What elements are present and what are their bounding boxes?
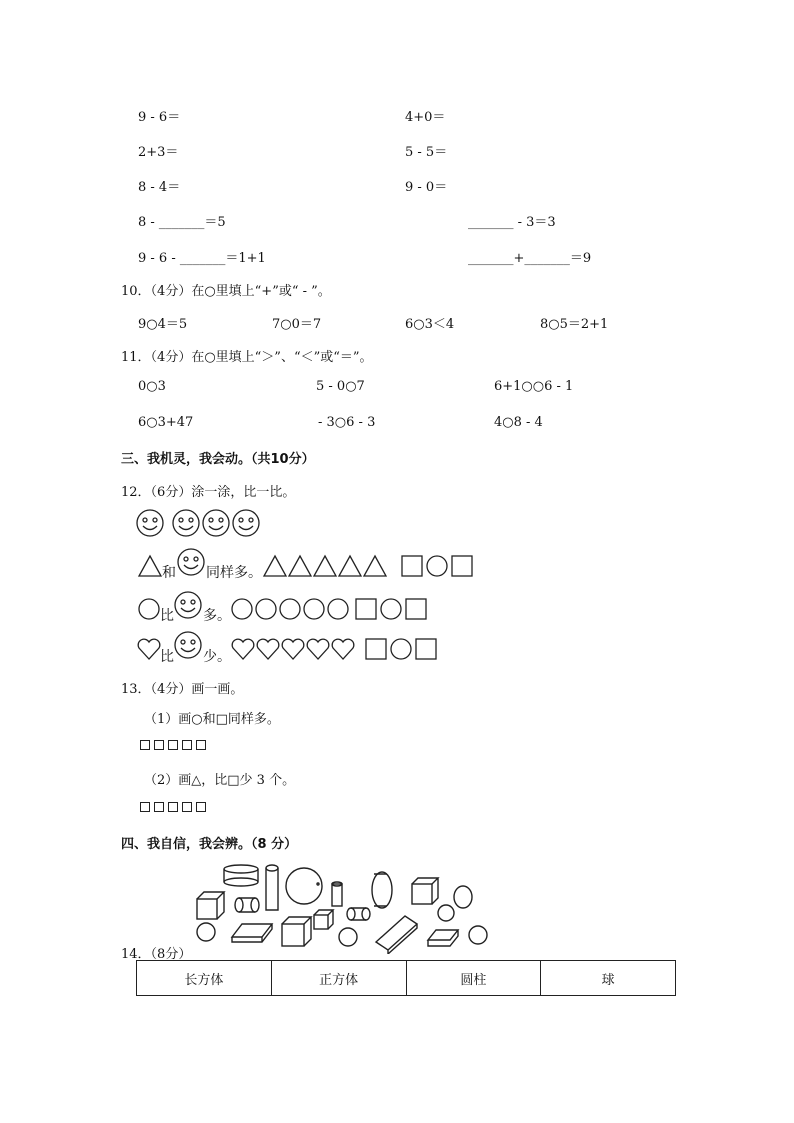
cylinder-icon — [372, 872, 392, 908]
q10-item: 7○0＝7 — [272, 317, 322, 332]
solid-shapes-illustration — [192, 862, 502, 954]
cuboid-icon — [428, 930, 458, 946]
smiley-icon — [176, 547, 206, 577]
cuboid-icon — [232, 924, 272, 942]
square-icon — [140, 802, 150, 812]
q11-item: - 3○6 - 3 — [318, 415, 376, 430]
cube-icon — [314, 910, 333, 929]
calc-r1a: 9 - 6＝ — [138, 110, 181, 125]
sphere-icon — [339, 928, 357, 946]
q12-l3-than: 比 — [160, 649, 174, 665]
calc-r3a: 8 - 4＝ — [138, 180, 181, 195]
hearts-row — [230, 636, 356, 662]
square-icon — [168, 740, 178, 750]
triangles-row — [262, 553, 388, 579]
triangle-icon — [137, 553, 163, 579]
smiley-icon — [173, 590, 203, 620]
calc-r2b: 5 - 5＝ — [405, 145, 448, 160]
smiley-icon — [173, 510, 199, 536]
square-icon — [154, 802, 164, 812]
q11-title: 11．（4分）在○里填上“＞”、“＜”或“＝”。 — [121, 350, 373, 365]
calc-r5b: _______+_______＝9 — [468, 251, 592, 266]
smiley-icon — [233, 510, 259, 536]
answer-box-square-circle-square[interactable] — [354, 596, 430, 622]
smiley-icon — [203, 510, 229, 536]
col-cube: 正方体 — [271, 961, 406, 996]
q12-l1-same: 同样多。 — [206, 565, 262, 581]
cylinder-icon — [224, 865, 258, 886]
q13-title: 13．（4分）画一画。 — [121, 682, 244, 697]
q10-item: 9○4＝5 — [138, 317, 188, 332]
q11-item: 0○3 — [138, 379, 166, 394]
calc-r4a: 8 - _______＝5 — [138, 215, 226, 230]
q10-item: 6○3＜4 — [405, 317, 455, 332]
cylinder-icon — [347, 908, 370, 920]
answer-box-square-circle-square[interactable] — [400, 553, 476, 579]
cuboid-icon — [376, 916, 417, 954]
square-icon — [182, 802, 192, 812]
small-squares-row — [140, 802, 210, 812]
section-3-heading: 三、我机灵，我会动。（共10分） — [121, 452, 315, 467]
calc-r2a: 2+3＝ — [138, 145, 179, 160]
cylinder-icon — [235, 898, 259, 912]
cylinder-icon — [454, 886, 472, 908]
q11-item: 5 - 0○7 — [316, 379, 365, 394]
small-squares-row — [140, 740, 210, 750]
calc-r1b: 4+0＝ — [405, 110, 446, 125]
square-icon — [140, 740, 150, 750]
cylinder-icon — [266, 865, 278, 910]
cube-icon — [197, 892, 224, 919]
circles-row — [230, 596, 350, 622]
col-sphere: 球 — [541, 961, 676, 996]
smiley-icon — [173, 630, 203, 660]
smiley-faces-row — [134, 506, 274, 540]
heart-icon — [136, 636, 162, 662]
calc-r3b: 9 - 0＝ — [405, 180, 448, 195]
q11-item: 6+1○○6 - 1 — [494, 379, 574, 394]
q10-title: 10．（4分）在○里填上“+”或“ - ”。 — [121, 284, 331, 299]
classification-table — [136, 960, 676, 996]
q11-item: 4○8 - 4 — [494, 415, 543, 430]
cube-icon — [412, 878, 438, 904]
calc-r5a: 9 - 6 - _______＝1+1 — [138, 251, 266, 266]
q12-l2-than: 比 — [160, 608, 174, 624]
square-icon — [154, 740, 164, 750]
q12-l2-more: 多。 — [203, 608, 231, 624]
cylinder-icon — [332, 882, 342, 906]
sphere-icon — [469, 926, 487, 944]
q12-l3-less: 少。 — [203, 649, 231, 665]
q12-title: 12．（6分）涂一涂，比一比。 — [121, 485, 296, 500]
square-icon — [168, 802, 178, 812]
section-4-heading: 四、我自信，我会辨。（8 分） — [121, 837, 298, 852]
cube-icon — [282, 917, 311, 946]
q14-title: 14．（8分） — [121, 947, 192, 962]
q11-item: 6○3+47 — [138, 415, 194, 430]
q10-item: 8○5＝2+1 — [540, 317, 609, 332]
q12-l1-and: 和 — [162, 565, 176, 581]
square-icon — [182, 740, 192, 750]
q13-sub1: （1）画○和□同样多。 — [144, 712, 280, 727]
col-cuboid: 长方体 — [137, 961, 272, 996]
answer-box-square-circle-square[interactable] — [364, 636, 440, 662]
smiley-icon — [137, 510, 163, 536]
q13-sub2: （2）画△，比□少 3 个。 — [144, 773, 296, 788]
calc-r4b: _______ - 3＝3 — [468, 215, 556, 230]
col-cylinder: 圆柱 — [406, 961, 541, 996]
square-icon — [196, 802, 206, 812]
sphere-icon — [197, 923, 215, 941]
sphere-icon — [438, 905, 454, 921]
sphere-icon — [286, 868, 322, 904]
square-icon — [196, 740, 206, 750]
